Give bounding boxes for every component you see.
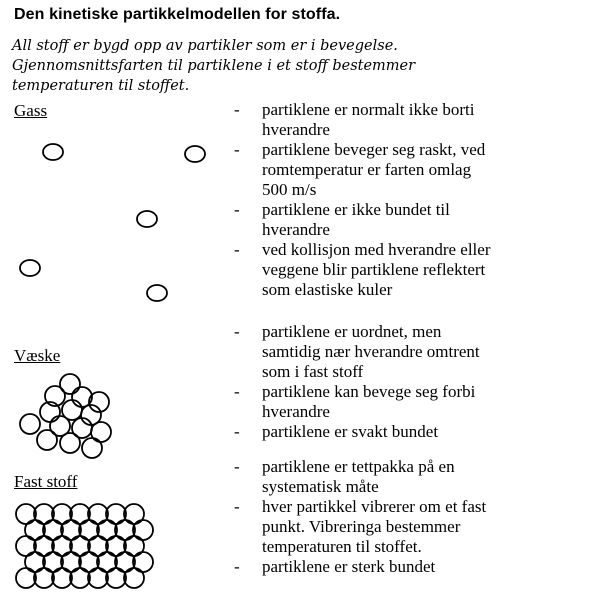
solid-heading: Fast stoff xyxy=(14,472,78,491)
intro-line: All stoff er bygd opp av partikler som er i bevegelse. xyxy=(12,38,398,54)
list-item: - partiklene er ikke bundet til hverandre xyxy=(234,200,450,239)
list-item: - partiklene kan bevege seg forbi hverandre xyxy=(234,382,476,421)
gas-heading: Gass xyxy=(14,101,48,120)
solid-particle xyxy=(52,568,72,588)
solid-particle xyxy=(70,568,90,588)
solid-particle xyxy=(88,568,108,588)
list-item: - partiklene er tettpakka på en systematisk måte xyxy=(234,457,455,496)
solid-particle xyxy=(34,568,54,588)
list-item: - hver partikkel vibrerer om et fast punkt. Vibreringa bestemmer temperaturen til stoffet. xyxy=(234,497,487,556)
list-item: - partiklene er uordnet, men samtidig nær hverandre omtrent som i fast stoff xyxy=(234,322,480,381)
list-item: - partiklene er normalt ikke borti hverandre xyxy=(234,100,475,139)
liquid-heading: Væske xyxy=(14,346,61,365)
list-item: - partiklene beveger seg raskt, ved romtemperatur er farten omlag 500 m/s xyxy=(234,140,486,199)
solid-particle xyxy=(106,568,126,588)
solid-bullet-list xyxy=(234,457,486,577)
page-title: Den kinetiske partikkelmodellen for stoffa. xyxy=(14,6,341,23)
solid-particle xyxy=(16,568,36,588)
list-item: - partiklene er svakt bundet xyxy=(234,422,439,441)
solid-particle xyxy=(124,568,144,588)
intro-line: temperaturen til stoffet. xyxy=(12,78,190,94)
intro-line: Gjennomsnittsfarten til partiklene i et stoff bestemmer xyxy=(12,58,416,74)
solid-lattice xyxy=(16,504,153,588)
list-item: - ved kollisjon med hverandre eller veggene blir partiklene reflektert som elastiske kuler xyxy=(234,240,491,299)
list-item: - partiklene er sterk bundet xyxy=(234,557,436,576)
